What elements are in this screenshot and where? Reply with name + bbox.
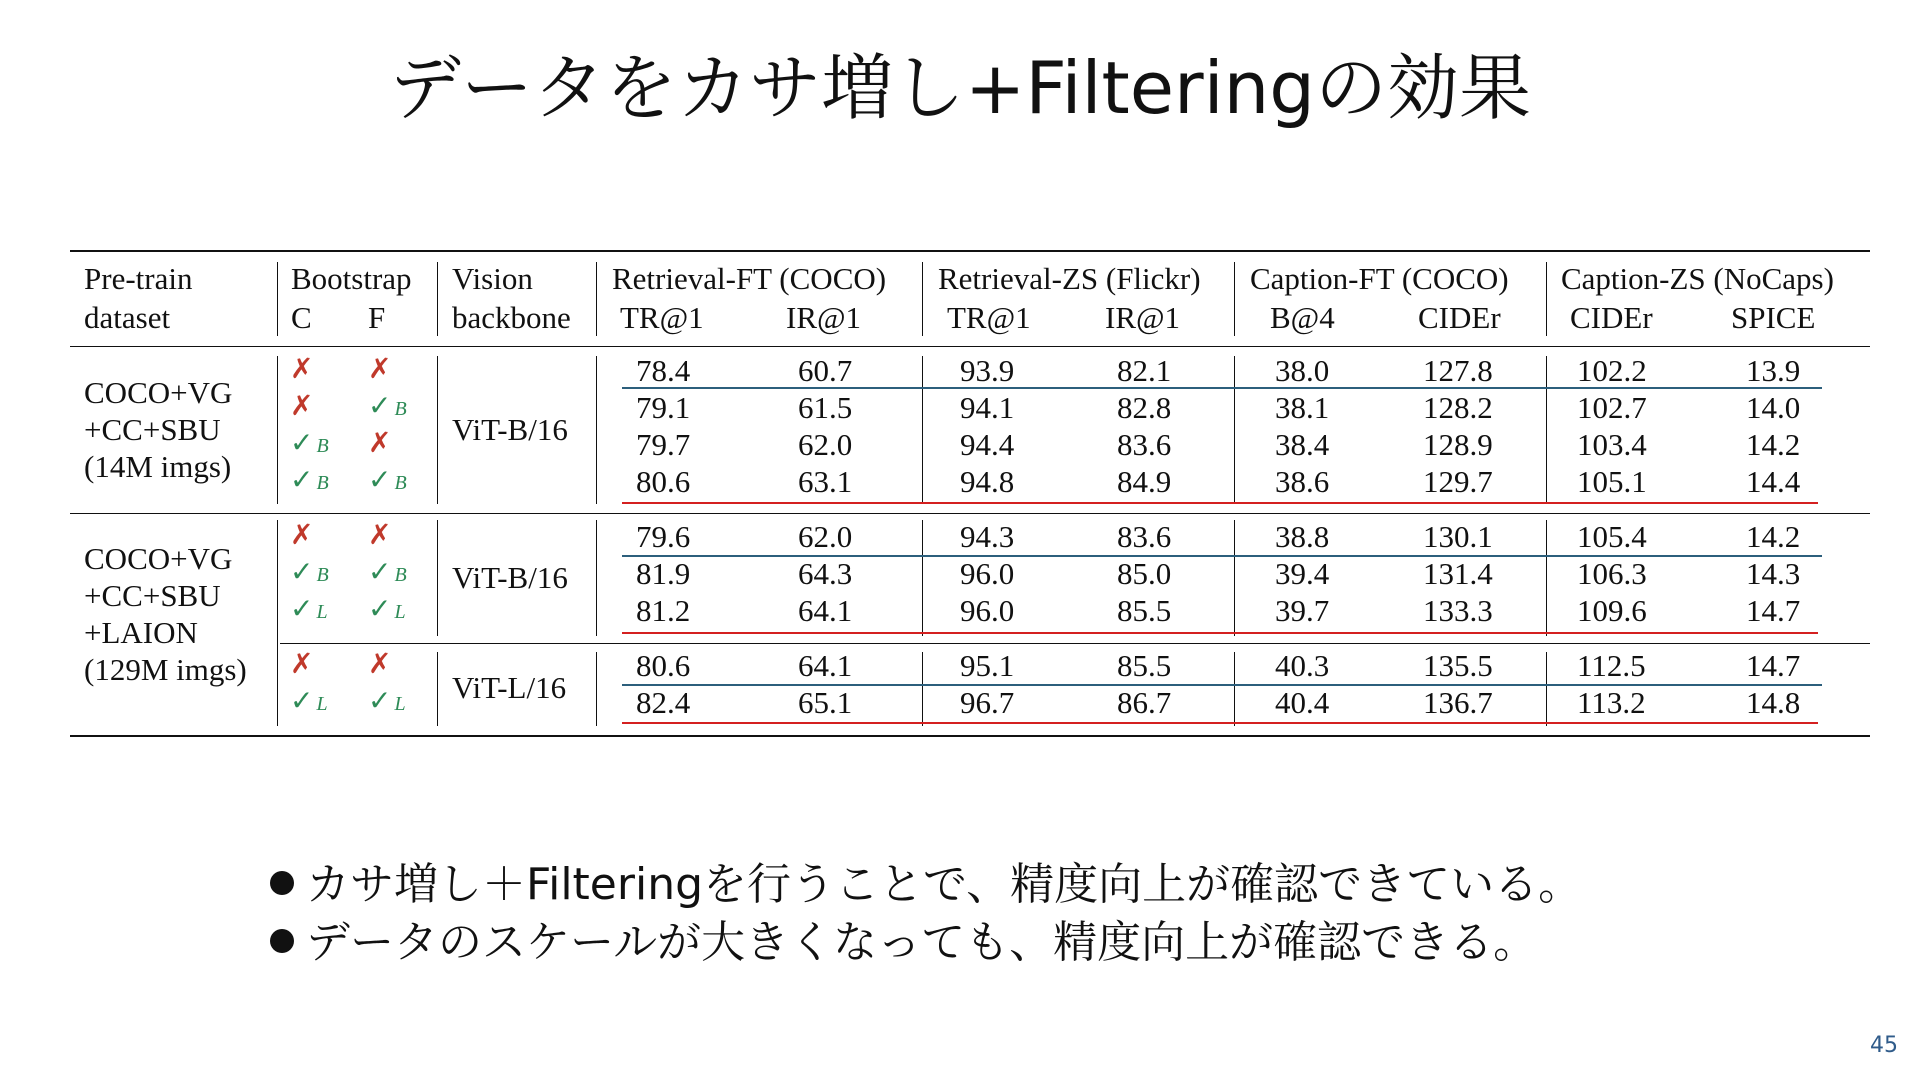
table-cell: 94.4 [960,427,1015,462]
group-subheader: TR@1 [947,300,1031,335]
column-separator [922,520,923,636]
table-cell: 64.3 [798,556,853,591]
table-cell: 81.2 [636,593,691,628]
table-cell: 103.4 [1577,427,1647,462]
check-icon: ✓ [368,389,392,422]
check-icon: ✓ [290,684,314,717]
column-separator [1546,262,1547,336]
table-cell: 78.4 [636,353,691,388]
table-cell: 85.5 [1117,648,1172,683]
column-separator [1234,356,1235,504]
column-separator [437,520,438,636]
baseline-underline [622,387,1822,389]
check-icon: ✓ [290,463,314,496]
table-cell: 94.3 [960,519,1015,554]
header-pretrain-2: dataset [84,300,171,335]
table-cell: 96.0 [960,556,1015,591]
bootstrap-model-subscript: B [316,472,329,494]
table-cell: 83.6 [1117,427,1172,462]
table-cell: 65.1 [798,685,853,720]
table-cell: 135.5 [1423,648,1493,683]
table-cell: 14.4 [1746,464,1801,499]
table-cell: 38.8 [1275,519,1330,554]
table-cell: 112.5 [1577,648,1646,683]
table-cell: 14.2 [1746,427,1801,462]
table-cell: 86.7 [1117,685,1172,720]
column-separator [1546,652,1547,726]
header-vision-1: Vision [452,261,533,296]
check-icon: ✓ [368,555,392,588]
check-icon: ✓ [290,426,314,459]
check-icon: ✓ [290,555,314,588]
column-separator [596,262,597,336]
group-subheader: IR@1 [1105,300,1181,335]
column-separator [277,356,278,504]
cross-icon: ✗ [368,518,392,551]
table-cell: 94.1 [960,390,1015,425]
table-cell: 40.4 [1275,685,1330,720]
bullet-item [270,848,1583,910]
table-cell: 64.1 [798,648,853,683]
bullet-list [270,848,1583,968]
header-pretrain-1: Pre-train [84,261,193,296]
table-cell: 79.1 [636,390,691,425]
bullet-dot-icon [270,871,294,895]
group-header: Caption-FT (COCO) [1250,261,1509,296]
page-number: 45 [1870,1033,1898,1058]
table-cell: 94.8 [960,464,1015,499]
bootstrap-model-subscript: B [394,564,407,586]
table-cell: 14.3 [1746,556,1801,591]
table-cell: 82.4 [636,685,691,720]
check-mark-icon [368,390,407,421]
bootstrap-model-subscript: L [316,601,328,623]
cross-icon: ✗ [290,647,314,680]
cross-mark-icon [368,519,391,550]
dataset-2-line-2: +CC+SBU [84,578,221,613]
bootstrap-model-subscript: B [394,472,407,494]
table-cell: 79.7 [636,427,691,462]
table-cell: 39.7 [1275,593,1330,628]
table-cell: 136.7 [1423,685,1493,720]
header-vision-2: backbone [452,300,571,335]
column-separator [277,520,278,726]
bootstrap-model-subscript: L [394,601,406,623]
table-cell: 128.9 [1423,427,1493,462]
column-separator [596,520,597,636]
check-mark-icon [368,593,406,624]
table-cell: 39.4 [1275,556,1330,591]
table-cell: 131.4 [1423,556,1493,591]
table-cell: 130.1 [1423,519,1493,554]
column-separator [437,652,438,726]
group-subheader: SPICE [1731,300,1816,335]
group-subheader: IR@1 [786,300,862,335]
table-cell: 60.7 [798,353,853,388]
table-cell: 109.6 [1577,593,1647,628]
group-subheader: TR@1 [620,300,704,335]
table-cell: 129.7 [1423,464,1493,499]
table-cell: 81.9 [636,556,691,591]
bootstrap-model-subscript: B [316,564,329,586]
table-cell: 14.8 [1746,685,1801,720]
table-cell: 102.7 [1577,390,1647,425]
column-separator [1546,520,1547,636]
column-separator [437,356,438,504]
check-mark-icon [290,593,328,624]
table-cell: 62.0 [798,519,853,554]
check-mark-icon [290,685,328,716]
bootstrap-model-subscript: L [394,693,406,715]
dataset-2-line-1: COCO+VG [84,541,233,576]
bullet-text: カサ増し＋Filteringを行うことで、精度向上が確認できている。 [306,859,1583,910]
check-mark-icon [290,556,329,587]
table-rule [70,346,1870,347]
check-mark-icon [368,685,406,716]
group-subheader: CIDEr [1570,300,1653,335]
table-cell: 38.1 [1275,390,1330,425]
column-separator [596,356,597,504]
dataset-1-line-2: +CC+SBU [84,412,221,447]
cross-mark-icon [368,353,391,384]
table-cell: 79.6 [636,519,691,554]
group-header: Retrieval-ZS (Flickr) [938,261,1201,296]
check-icon: ✓ [290,592,314,625]
table-cell: 62.0 [798,427,853,462]
table-cell: 133.3 [1423,593,1493,628]
cross-mark-icon [368,427,391,458]
column-separator [1234,652,1235,726]
cross-icon: ✗ [368,426,392,459]
best-underline [622,722,1818,724]
check-mark-icon [368,556,407,587]
table-cell: 127.8 [1423,353,1493,388]
column-separator [922,652,923,726]
best-underline [622,632,1818,634]
column-separator [596,652,597,726]
table-cell: 61.5 [798,390,853,425]
table-cell: 96.7 [960,685,1015,720]
table-cell: 14.7 [1746,648,1801,683]
table-cell: 83.6 [1117,519,1172,554]
check-mark-icon [290,427,329,458]
column-separator [922,262,923,336]
table-cell: 82.8 [1117,390,1172,425]
cross-icon: ✗ [290,352,314,385]
table-cell: 84.9 [1117,464,1172,499]
table-cell: 105.1 [1577,464,1647,499]
table-cell: 64.1 [798,593,853,628]
dataset-2-line-3: +LAION [84,615,198,650]
table-cell: 13.9 [1746,353,1801,388]
table-cell: 113.2 [1577,685,1646,720]
table-cell: 96.0 [960,593,1015,628]
backbone-1: ViT-B/16 [452,412,568,447]
table-cell: 105.4 [1577,519,1647,554]
bootstrap-model-subscript: L [316,693,328,715]
check-mark-icon [368,464,407,495]
table-cell: 128.2 [1423,390,1493,425]
table-cell: 14.7 [1746,593,1801,628]
table-cell: 95.1 [960,648,1015,683]
column-separator [1234,262,1235,336]
bullet-text: データのスケールが大きくなっても、精度向上が確認できる。 [306,917,1538,968]
backbone-3: ViT-L/16 [452,670,567,705]
check-mark-icon [290,464,329,495]
group-header: Caption-ZS (NoCaps) [1561,261,1834,296]
dataset-1-line-3: (14M imgs) [84,449,232,484]
table-cell: 63.1 [798,464,853,499]
table-cell: 106.3 [1577,556,1647,591]
table-cell: 85.5 [1117,593,1172,628]
header-bootstrap: Bootstrap [291,261,412,296]
check-icon: ✓ [368,592,392,625]
column-separator [1234,520,1235,636]
bootstrap-model-subscript: B [316,435,329,457]
cross-icon: ✗ [290,518,314,551]
cross-mark-icon [290,648,313,679]
table-cell: 85.0 [1117,556,1172,591]
cross-mark-icon [290,390,313,421]
table-cell: 38.0 [1275,353,1330,388]
table-cell: 38.6 [1275,464,1330,499]
table-cell: 40.3 [1275,648,1330,683]
cross-mark-icon [290,519,313,550]
bullet-item [270,906,1582,968]
table-cell: 38.4 [1275,427,1330,462]
table-cell: 102.2 [1577,353,1647,388]
table-rule [70,513,1870,514]
group-subheader: CIDEr [1418,300,1501,335]
table-cell: 82.1 [1117,353,1172,388]
baseline-underline [622,555,1822,557]
group-header: Retrieval-FT (COCO) [612,261,887,296]
baseline-underline [622,684,1822,686]
column-separator [1546,356,1547,504]
bullet-dot-icon [270,929,294,953]
bootstrap-model-subscript: B [394,398,407,420]
header-bootstrap-f: F [368,300,386,335]
dataset-2-line-4: (129M imgs) [84,652,247,687]
cross-mark-icon [290,353,313,384]
table-cell: 80.6 [636,648,691,683]
cross-icon: ✗ [290,389,314,422]
table-cell: 93.9 [960,353,1015,388]
slide-title: データをカサ増し+Filteringの効果 [389,46,1531,130]
backbone-2: ViT-B/16 [452,560,568,595]
check-icon: ✓ [368,463,392,496]
check-icon: ✓ [368,684,392,717]
column-separator [922,356,923,504]
column-separator [437,262,438,336]
table-rule [280,643,1870,644]
cross-icon: ✗ [368,352,392,385]
group-subheader: B@4 [1270,300,1335,335]
table-cell: 80.6 [636,464,691,499]
dataset-1-line-1: COCO+VG [84,375,233,410]
column-separator [277,262,278,336]
cross-mark-icon [368,648,391,679]
header-bootstrap-c: C [291,300,312,335]
best-underline [622,502,1818,504]
cross-icon: ✗ [368,647,392,680]
table-cell: 14.0 [1746,390,1801,425]
table-rule [70,250,1870,252]
table-rule [70,735,1870,737]
table-cell: 14.2 [1746,519,1801,554]
